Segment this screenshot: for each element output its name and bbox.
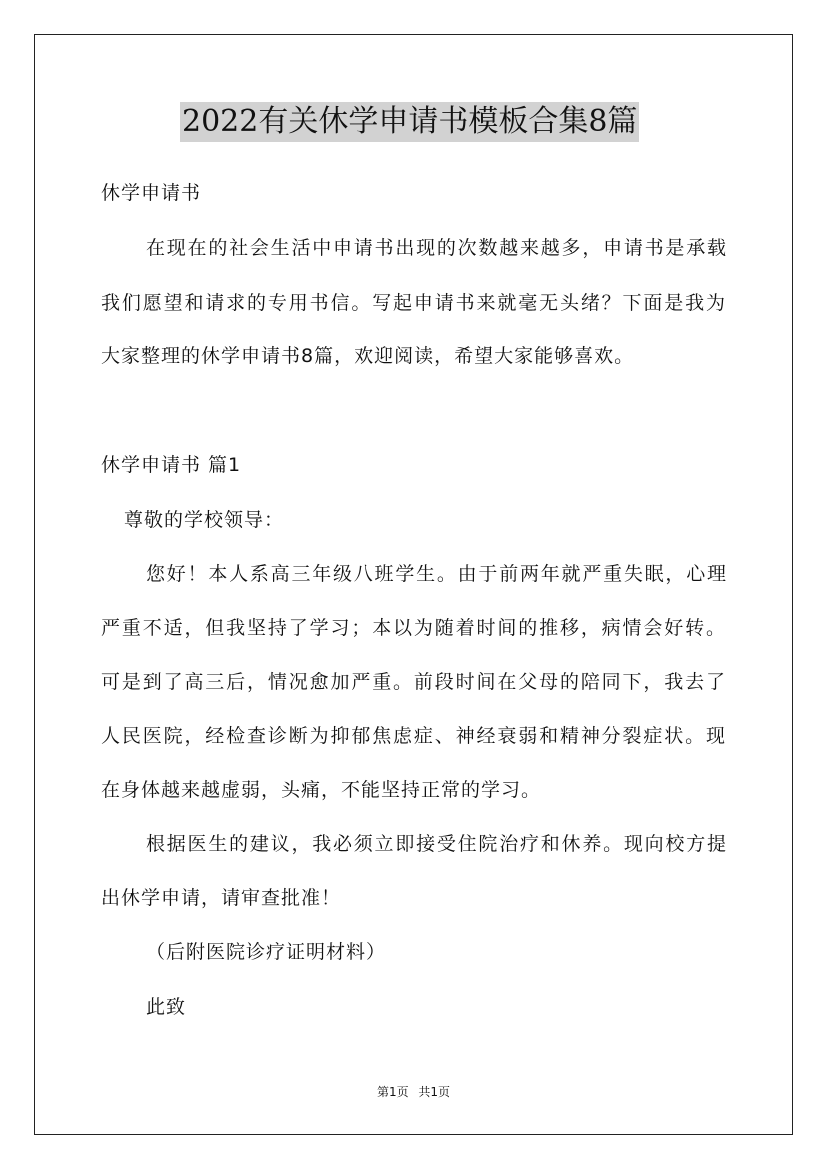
body-line-7: 出休学申请，请审查批准！ — [101, 887, 342, 909]
page-footer — [0, 1083, 827, 1100]
body-line-2: 严重不适，但我坚持了学习；本以为随着时间的推移，病情会好转。 — [101, 617, 725, 639]
page-total: 共1页 — [418, 1085, 451, 1099]
salutation: 尊敬的学校领导： — [124, 509, 285, 531]
body-line-3: 可是到了高三后，情况愈加严重。前段时间在父母的陪同下，我去了 — [101, 671, 725, 693]
intro-line-3: 大家整理的休学申请书8篇，欢迎阅读，希望大家能够喜欢。 — [101, 345, 635, 367]
body-line-1: 您好！本人系高三年级八班学生。由于前两年就严重失眠，心理 — [146, 563, 726, 585]
body-line-6: 根据医生的建议，我必须立即接受住院治疗和休养。现向校方提 — [146, 833, 726, 855]
body-line-5: 在身体越来越虚弱，头痛，不能坚持正常的学习。 — [101, 779, 542, 801]
closing-line: 此致 — [146, 996, 187, 1018]
intro-line-2: 我们愿望和请求的专用书信。写起申请书来就毫无头绪？下面是我为 — [101, 292, 725, 314]
body-line-4: 人民医院，经检查诊断为抑郁焦虑症、神经衰弱和精神分裂症状。现 — [101, 725, 725, 747]
attachment-note: （后附医院诊疗证明材料） — [146, 941, 387, 963]
document-title: 2022有关休学申请书模板合集8篇 — [180, 102, 639, 142]
intro-heading: 休学申请书 — [101, 182, 202, 204]
intro-line-1: 在现在的社会生活中申请书出现的次数越来越多，申请书是承载 — [146, 237, 726, 259]
section-heading: 休学申请书 篇1 — [101, 454, 242, 476]
page-number: 第1页 — [376, 1085, 409, 1099]
